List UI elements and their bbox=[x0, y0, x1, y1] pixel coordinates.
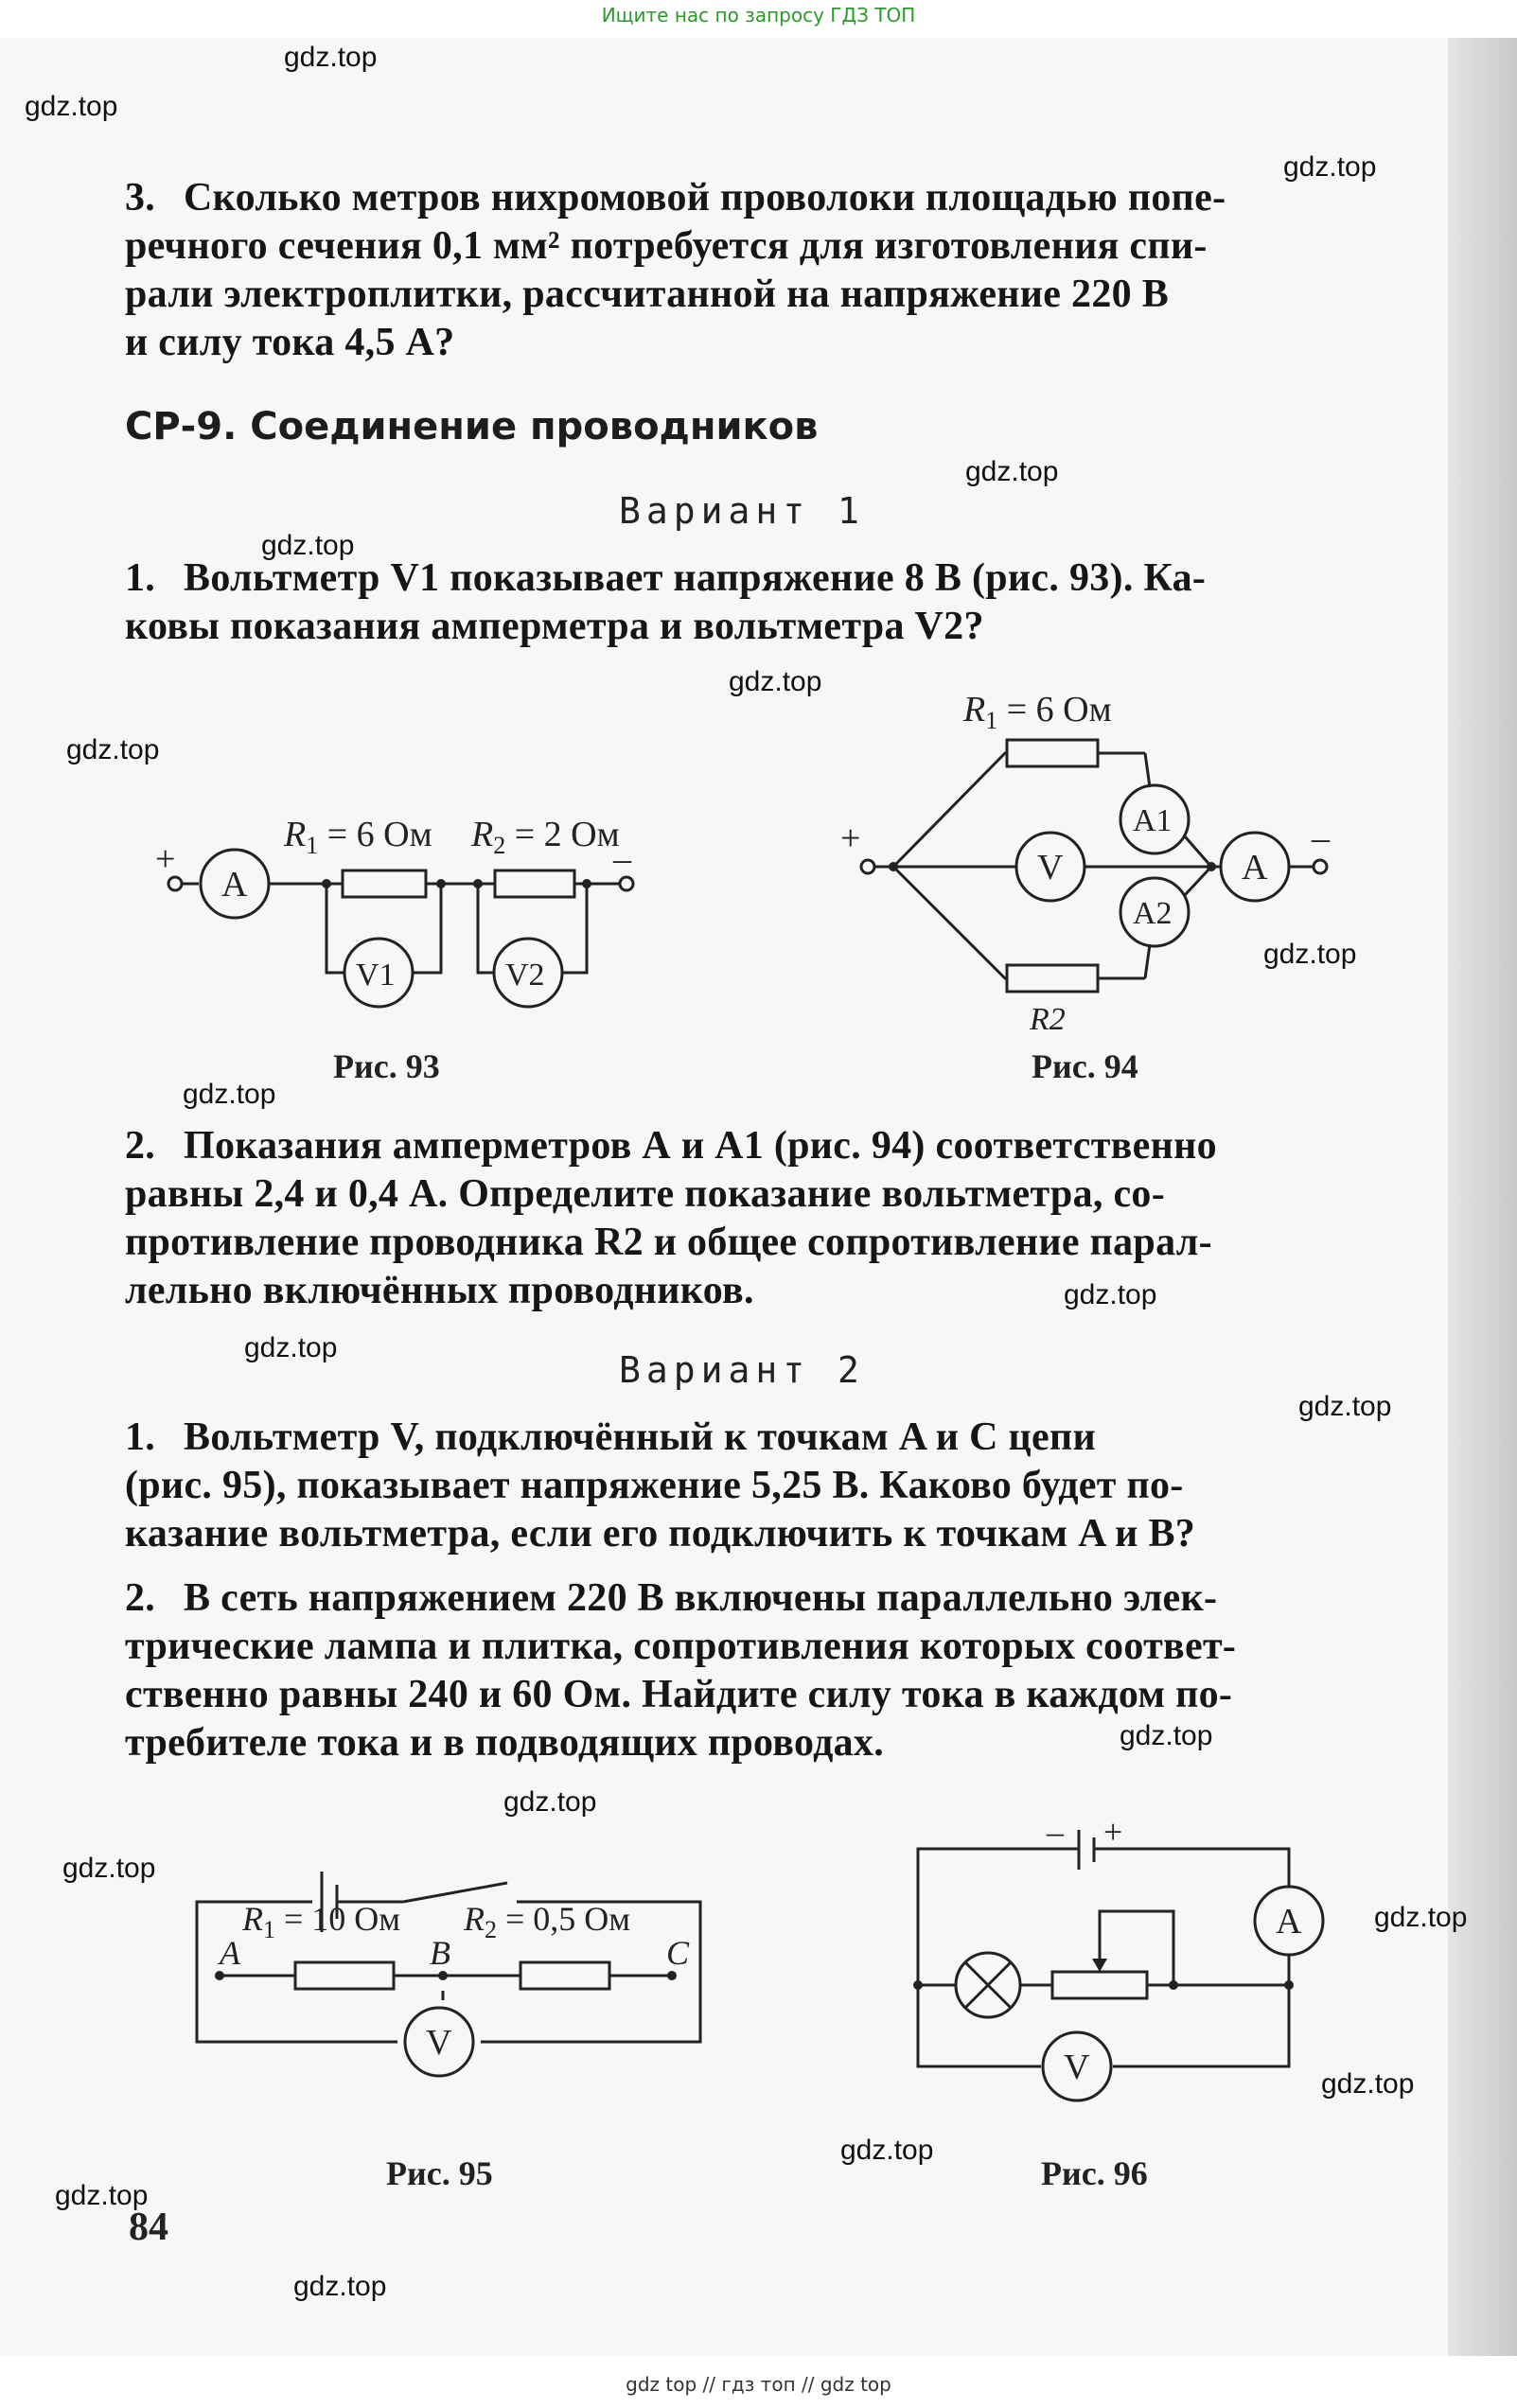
top-banner[interactable]: Ищите нас по запросу ГДЗ ТОП bbox=[601, 4, 916, 26]
v-label: V bbox=[1037, 848, 1064, 888]
v2-label: V2 bbox=[505, 958, 545, 993]
rheostat-slider-arrow bbox=[1092, 1959, 1107, 1972]
text-line: рали электроплитки, рассчитанной на напряжение 220 В bbox=[125, 272, 1170, 316]
resistor-r1 bbox=[1007, 740, 1098, 766]
text-line: ственно равны 240 и 60 Ом. Найдите силу тока в каждом по- bbox=[125, 1673, 1233, 1716]
watermark: gdz.top bbox=[503, 1786, 597, 1818]
variant-2-title: Вариант 2 bbox=[619, 1349, 865, 1391]
a2-label: A2 bbox=[1133, 896, 1173, 931]
text-line: ковы показания амперметра и вольтметра V2? bbox=[125, 605, 984, 648]
resistor-r1 bbox=[295, 1962, 394, 1989]
variant-1-title: Вариант 1 bbox=[619, 490, 865, 532]
figure-94-caption: Рис. 94 bbox=[1032, 1047, 1138, 1085]
v1-label: V1 bbox=[356, 958, 396, 993]
figure-95-caption: Рис. 95 bbox=[386, 2154, 493, 2192]
watermark: gdz.top bbox=[1298, 1391, 1392, 1422]
watermark: gdz.top bbox=[284, 42, 378, 73]
resistor-r2 bbox=[495, 870, 574, 897]
text-line: 1. Вольтметр V, подключённый к точкам A и C цепи bbox=[125, 1414, 1384, 1462]
section-title: СР-9. Соединение проводников bbox=[125, 405, 819, 448]
text-line: 1. Вольтметр V1 показывает напряжение 8 В (рис. 93). Ка- bbox=[125, 554, 1384, 603]
figure-96-circuit bbox=[890, 1815, 1382, 2136]
rheostat-body bbox=[1052, 1972, 1147, 1998]
watermark: gdz.top bbox=[965, 456, 1059, 487]
figure-93-circuit bbox=[142, 785, 672, 1031]
problem-number: 1. bbox=[125, 556, 156, 600]
watermark: gdz.top bbox=[1120, 1720, 1213, 1751]
watermark: gdz.top bbox=[1283, 151, 1377, 183]
plus-label: + bbox=[840, 818, 861, 858]
junction-dot bbox=[889, 862, 898, 871]
a1-label: A1 bbox=[1133, 803, 1173, 838]
v-label: V bbox=[426, 2023, 452, 2063]
variant-2-problem-1 bbox=[125, 1414, 1384, 1558]
watermark: gdz.top bbox=[1321, 2068, 1415, 2100]
resistor-r2 bbox=[520, 1962, 609, 1989]
r1-label: $R_1 = 6$ Ом bbox=[284, 815, 432, 859]
text-line: лельно включённых проводников. bbox=[125, 1269, 754, 1312]
watermark: gdz.top bbox=[66, 734, 160, 765]
resistor-r1 bbox=[343, 870, 426, 897]
watermark: gdz.top bbox=[840, 2135, 934, 2166]
point-c-dot bbox=[667, 1971, 677, 1980]
r2-label: $R_2 = 0,5$ Ом bbox=[464, 1900, 631, 1943]
figure-95-circuit bbox=[161, 1815, 767, 2127]
watermark: gdz.top bbox=[62, 1853, 156, 1884]
text-line: 2. Показания амперметров А и А1 (рис. 94) соответственно bbox=[125, 1122, 1384, 1170]
text-line: требителе тока и в подводящих проводах. bbox=[125, 1721, 885, 1765]
watermark: gdz.top bbox=[244, 1332, 338, 1363]
problem-number: 2. bbox=[125, 1124, 156, 1168]
page-edge-shadow bbox=[1448, 38, 1517, 2356]
figure-93-caption: Рис. 93 bbox=[333, 1047, 440, 1085]
terminal-plus bbox=[168, 877, 182, 890]
page-number: 84 bbox=[129, 2206, 168, 2249]
junction-dot bbox=[436, 879, 446, 888]
text-line: казание вольтметра, если его подключить к точкам A и B? bbox=[125, 1512, 1196, 1556]
watermark: gdz.top bbox=[293, 2271, 387, 2302]
figure-96-caption: Рис. 96 bbox=[1041, 2154, 1148, 2192]
minus-label: – bbox=[1047, 1815, 1064, 1851]
r2-label: $R_2 = 2$ Ом bbox=[471, 815, 620, 859]
watermark: gdz.top bbox=[261, 530, 355, 561]
problem-3 bbox=[125, 174, 1384, 367]
watermark: gdz.top bbox=[55, 2180, 149, 2211]
point-a-label: A bbox=[220, 1934, 240, 1972]
watermark: gdz.top bbox=[183, 1079, 276, 1110]
junction-dot bbox=[1284, 1980, 1294, 1990]
point-a-dot bbox=[215, 1971, 224, 1980]
figure-94-circuit bbox=[833, 676, 1363, 1035]
bottom-banner[interactable]: gdz top // гдз топ // gdz top bbox=[626, 2373, 891, 2396]
a-label: A bbox=[1242, 848, 1268, 888]
text-line: 2. В сеть напряжением 220 В включены параллельно элек- bbox=[125, 1574, 1384, 1623]
problem-number: 3. bbox=[125, 176, 156, 220]
point-b-label: B bbox=[430, 1934, 450, 1972]
r1-label: $R_1 = 10$ Ом bbox=[242, 1900, 401, 1943]
variant-1-problem-2 bbox=[125, 1122, 1384, 1315]
problem-number: 1. bbox=[125, 1415, 156, 1459]
variant-2-problem-2 bbox=[125, 1574, 1384, 1767]
v-label: V bbox=[1064, 2048, 1090, 2087]
switch-blade bbox=[403, 1883, 507, 1902]
r2-label: R2 bbox=[1030, 1002, 1066, 1035]
junction-dot bbox=[1207, 862, 1216, 871]
minus-label: – bbox=[1312, 818, 1330, 858]
junction-dot bbox=[582, 879, 591, 888]
text-line: противление проводника R2 и общее сопротивление парал- bbox=[125, 1221, 1212, 1264]
point-b-dot bbox=[438, 1971, 448, 1980]
junction-dot bbox=[1169, 1980, 1178, 1990]
text-line: 3. Сколько метров нихромовой проволоки площадью попе- bbox=[125, 174, 1384, 222]
junction-dot bbox=[473, 879, 483, 888]
resistor-r2 bbox=[1007, 965, 1098, 992]
watermark: gdz.top bbox=[1374, 1902, 1468, 1933]
text-line: равны 2,4 и 0,4 А. Определите показание вольтметра, со- bbox=[125, 1172, 1166, 1216]
text-line: речного сечения 0,1 мм² потребуется для изготовления спи- bbox=[125, 224, 1208, 268]
terminal-minus bbox=[620, 877, 633, 890]
minus-label: – bbox=[613, 839, 631, 879]
rheostat-slider-wire bbox=[1100, 1911, 1173, 1985]
point-c-label: C bbox=[666, 1934, 690, 1972]
text-line: трические лампа и плитка, сопротивления которых соответ- bbox=[125, 1625, 1237, 1668]
ammeter-label: A bbox=[221, 865, 248, 905]
junction-dot bbox=[322, 879, 331, 888]
r1-label: $R_1 = 6$ Ом bbox=[963, 690, 1112, 734]
watermark: gdz.top bbox=[1064, 1279, 1157, 1310]
watermark: gdz.top bbox=[729, 666, 822, 697]
watermark: gdz.top bbox=[25, 91, 118, 122]
terminal-plus bbox=[861, 860, 874, 873]
text-line: (рис. 95), показывает напряжение 5,25 В. Каково будет по- bbox=[125, 1464, 1184, 1507]
problem-number: 2. bbox=[125, 1576, 156, 1620]
terminal-minus bbox=[1314, 860, 1327, 873]
junction-dot bbox=[913, 1980, 923, 1990]
plus-label: + bbox=[155, 839, 176, 879]
variant-1-problem-1 bbox=[125, 554, 1384, 651]
plus-label: + bbox=[1103, 1815, 1123, 1851]
a-label: A bbox=[1276, 1902, 1302, 1942]
text-line: и силу тока 4,5 А? bbox=[125, 321, 455, 364]
watermark: gdz.top bbox=[1263, 939, 1357, 970]
